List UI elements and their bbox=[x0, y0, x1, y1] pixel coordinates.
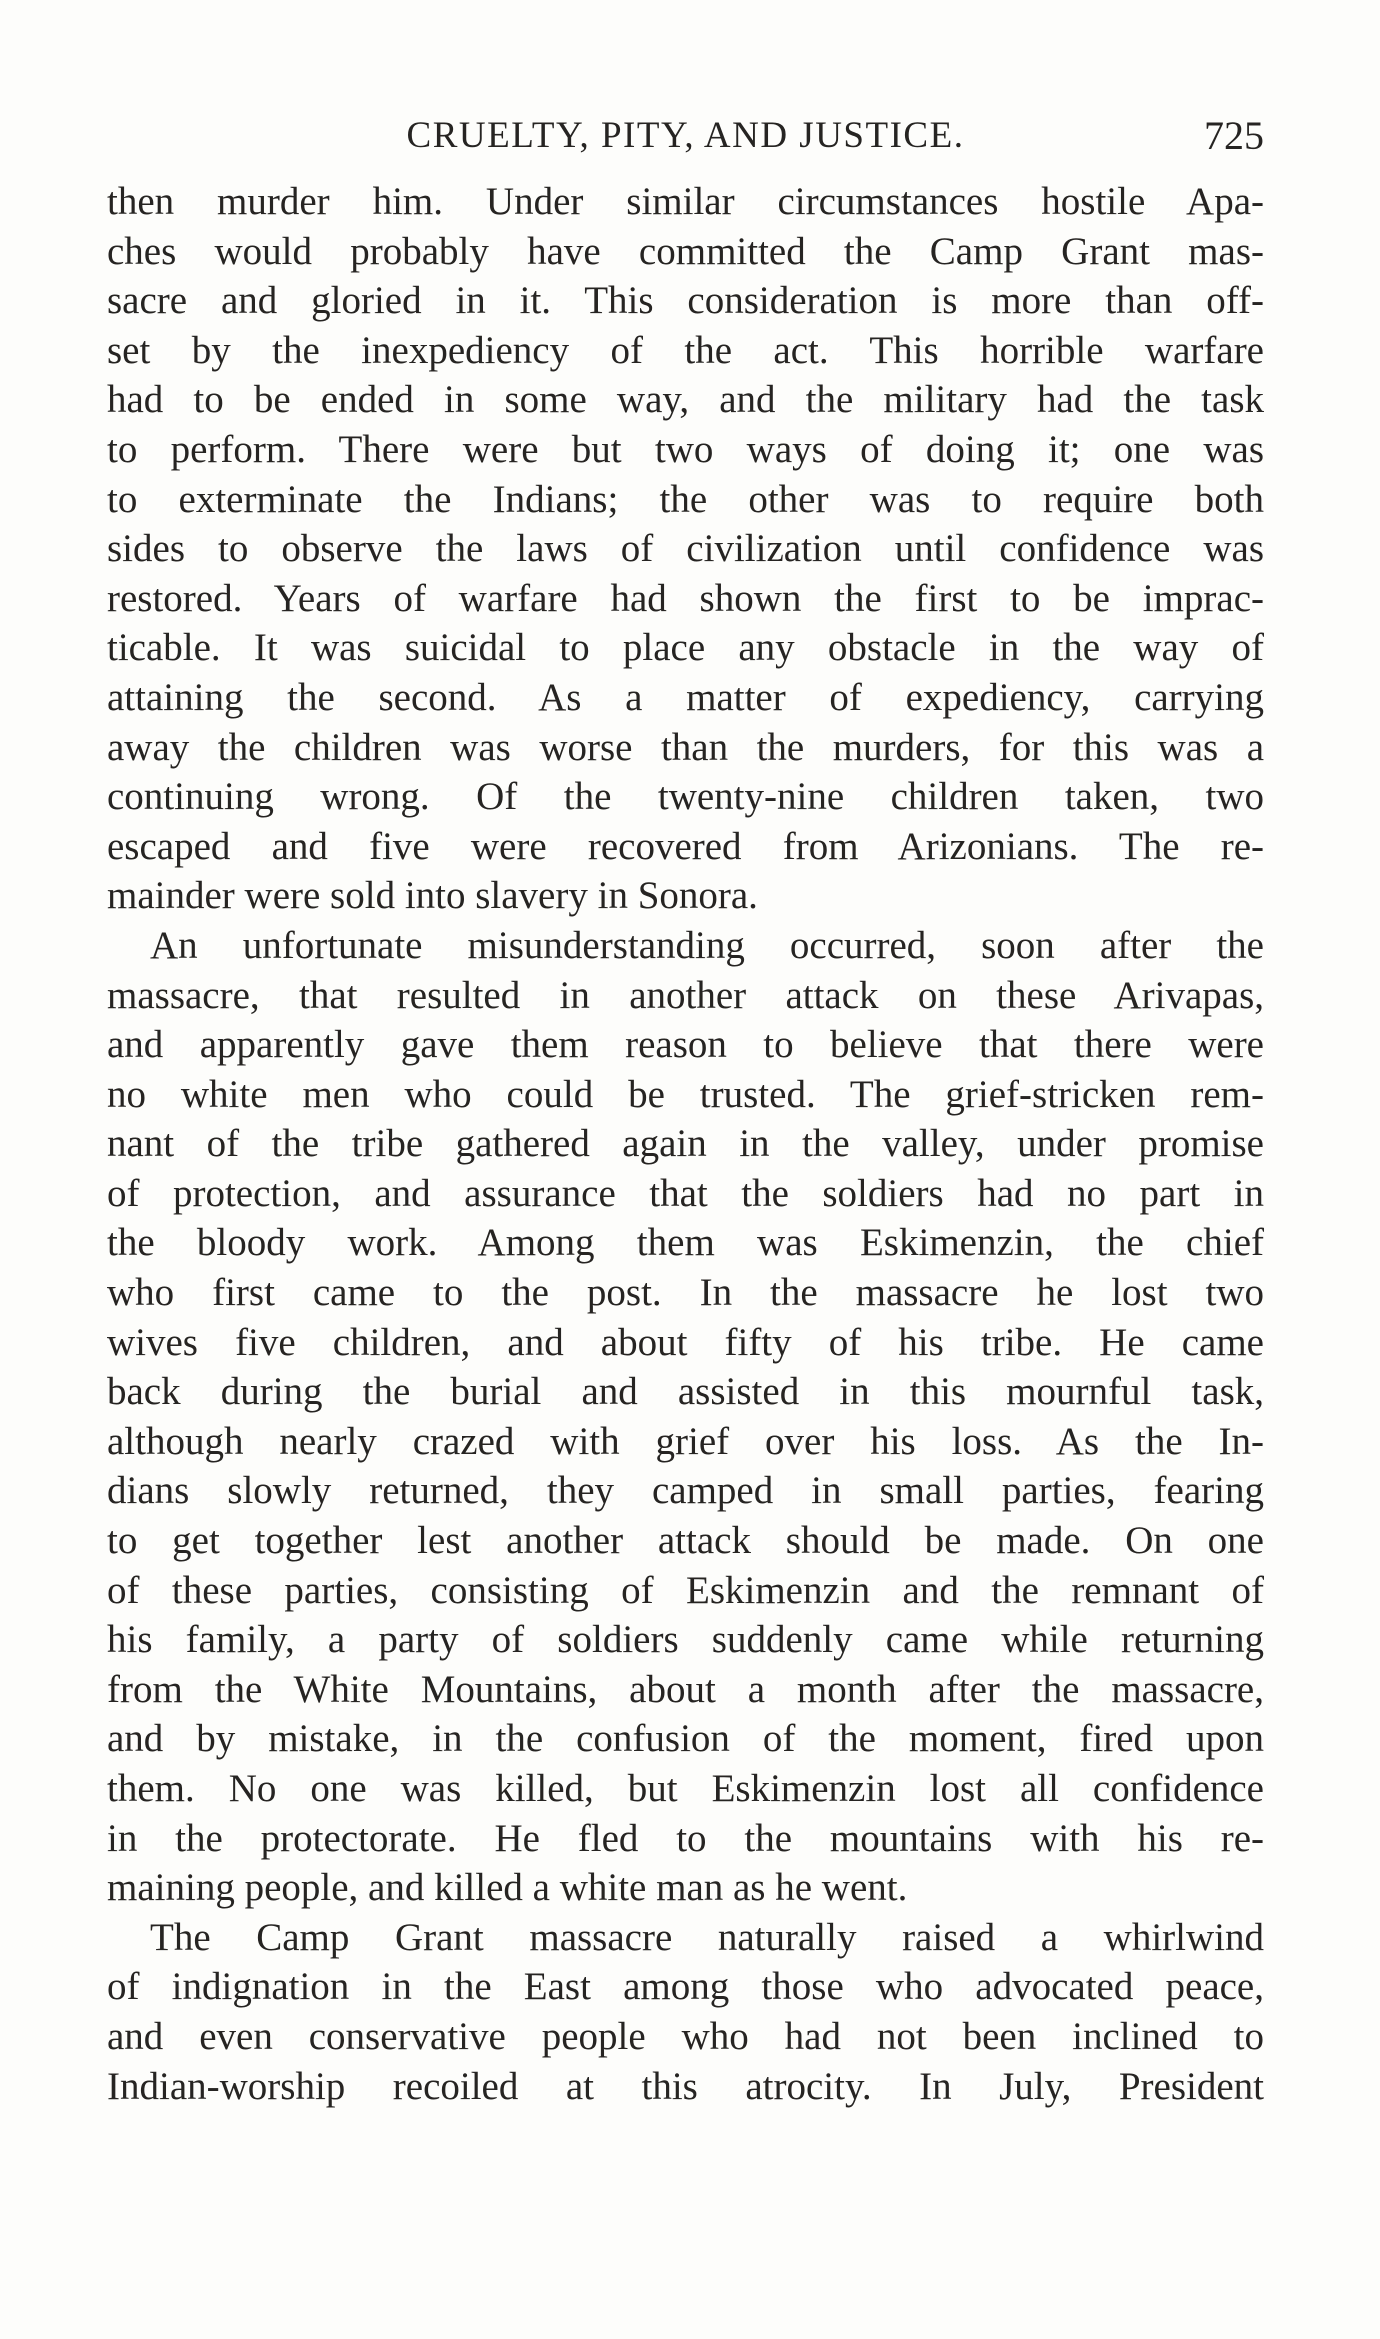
text-line: and apparently gave them reason to believe that there were bbox=[107, 1023, 1264, 1067]
text-line: continuing wrong. Of the twenty-nine children taken, two bbox=[107, 775, 1264, 819]
paragraph-2 bbox=[107, 921, 1264, 1913]
text-line: massacre, that resulted in another attack on these Arivapas, bbox=[107, 973, 1264, 1017]
text-line: to exterminate the Indians; the other was to require both bbox=[107, 477, 1264, 521]
text-line: who first came to the post. In the massacre he lost two bbox=[107, 1271, 1264, 1315]
text-line: the bloody work. Among them was Eskimenzin, the chief bbox=[107, 1221, 1264, 1265]
text-line: sides to observe the laws of civilization until confidence was bbox=[107, 527, 1264, 571]
text-line: had to be ended in some way, and the military had the task bbox=[107, 378, 1264, 422]
text-line: although nearly crazed with grief over his loss. As the In- bbox=[107, 1419, 1264, 1463]
text-line: maining people, and killed a white man as he went. bbox=[107, 1866, 908, 1910]
text-line: his family, a party of soldiers suddenly came while returning bbox=[107, 1618, 1264, 1662]
text-line: from the White Mountains, about a month after the massacre, bbox=[107, 1667, 1264, 1711]
text-line: escaped and five were recovered from Arizonians. The re- bbox=[107, 824, 1264, 868]
text-line: Indian-worship recoiled at this atrocity. In July, President bbox=[107, 2064, 1264, 2108]
text-line: away the children was worse than the murders, for this was a bbox=[107, 725, 1264, 769]
text-line: and even conservative people who had not been inclined to bbox=[107, 2014, 1264, 2058]
body-text bbox=[107, 177, 1264, 2111]
text-line: of indignation in the East among those who advocated peace, bbox=[107, 1965, 1264, 2009]
text-line: sacre and gloried in it. This consideration is more than off- bbox=[107, 279, 1264, 323]
text-line: mainder were sold into slavery in Sonora. bbox=[107, 874, 758, 918]
text-line: attaining the second. As a matter of expediency, carrying bbox=[107, 675, 1264, 719]
text-line: ticable. It was suicidal to place any obstacle in the way of bbox=[107, 626, 1264, 670]
text-line: wives five children, and about fifty of his tribe. He came bbox=[107, 1320, 1264, 1364]
text-line: and by mistake, in the confusion of the moment, fired upon bbox=[107, 1717, 1264, 1761]
page-number: 725 bbox=[1204, 113, 1264, 158]
text-line: restored. Years of warfare had shown the first to be imprac- bbox=[107, 576, 1264, 620]
running-title: CRUELTY, PITY, AND JUSTICE. bbox=[406, 115, 965, 156]
text-line: in the protectorate. He fled to the mountains with his re- bbox=[107, 1816, 1264, 1860]
text-line: to perform. There were but two ways of doing it; one was bbox=[107, 427, 1264, 471]
paragraph-3 bbox=[107, 1913, 1264, 2111]
text-line: ches would probably have committed the Camp Grant mas- bbox=[107, 229, 1264, 273]
running-head bbox=[107, 108, 1264, 164]
text-line: then murder him. Under similar circumstances hostile Apa- bbox=[107, 180, 1264, 223]
text-line: An unfortunate misunderstanding occurred, soon after the bbox=[150, 923, 1264, 967]
text-line: dians slowly returned, they camped in small parties, fearing bbox=[107, 1469, 1264, 1513]
text-line: of these parties, consisting of Eskimenzin and the remnant of bbox=[107, 1568, 1264, 1612]
text-line: of protection, and assurance that the soldiers had no part in bbox=[107, 1171, 1264, 1215]
paragraph-1 bbox=[107, 177, 1264, 921]
text-line: no white men who could be trusted. The grief-stricken rem- bbox=[107, 1072, 1264, 1116]
text-line: them. No one was killed, but Eskimenzin lost all confidence bbox=[107, 1767, 1264, 1810]
text-line: to get together lest another attack should be made. On one bbox=[107, 1519, 1264, 1563]
text-line: The Camp Grant massacre naturally raised a whirlwind bbox=[150, 1915, 1264, 1959]
text-line: back during the burial and assisted in this mournful task, bbox=[107, 1370, 1264, 1414]
text-line: set by the inexpediency of the act. This horrible warfare bbox=[107, 328, 1264, 372]
text-line: nant of the tribe gathered again in the valley, under promise bbox=[107, 1122, 1264, 1166]
